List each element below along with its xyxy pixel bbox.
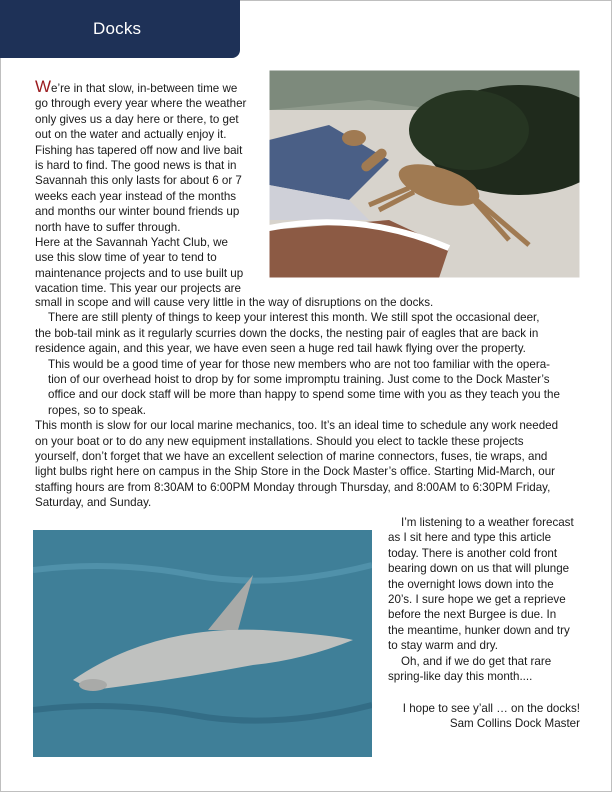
- article-line: ropes, so to speak.: [48, 403, 146, 417]
- article-line: maintenance projects and to use built up: [35, 266, 244, 280]
- article-line: go through every year where the weather: [35, 97, 247, 111]
- article-line: spring-like day this month....: [388, 670, 533, 684]
- deer-photo: [269, 70, 580, 278]
- article-line: 20’s. I sure hope we get a reprieve: [388, 593, 566, 607]
- article-line: Oh, and if we do get that rare: [401, 654, 552, 668]
- article-line: Fishing has tapered off now and live bait: [35, 143, 243, 157]
- article-closing-column: [388, 515, 574, 684]
- section-title: Docks: [93, 19, 142, 38]
- article-line: the overnight lows down into the: [388, 577, 554, 591]
- article-line: We’re in that slow, in-between time we: [35, 77, 238, 96]
- article-line: north have to suffer through.: [35, 220, 181, 234]
- dolphin-photo-graphic: [33, 530, 372, 757]
- article-line: the bob-tail mink as it regularly scurries down the docks, the nesting pair of eagles that are back in: [35, 326, 539, 340]
- article-line: out on the water and actually enjoy it.: [35, 128, 227, 142]
- article-line: as I sit here and type this article: [388, 531, 552, 545]
- article-line: light bulbs right here on campus in the Ship Store in the Dock Master’s office. Starting Mid-March, our: [35, 465, 556, 479]
- article-line: and months our winter bound friends up: [35, 205, 240, 219]
- article-line: Saturday, and Sunday.: [35, 496, 152, 510]
- dolphin-photo: [33, 530, 372, 757]
- article-line: before the next Burgee is due. In: [388, 608, 557, 622]
- drop-cap: W: [35, 77, 52, 96]
- article-line: Savannah this only lasts for about 6 or 7: [35, 174, 242, 188]
- article-line: staffing hours are from 8:30AM to 6:00PM Monday through Thursday, and 8:00AM to 6:30PM Friday,: [35, 480, 551, 494]
- article-line: to stay warm and dry.: [388, 639, 498, 653]
- article-intro: [35, 79, 246, 297]
- article-line: small in scope and will cause very little in the way of disruptions on the docks.: [35, 296, 434, 309]
- article-line: only gives us a day here or there, to get: [35, 112, 239, 126]
- article-line: This month is slow for our local marine mechanics, too. It’s an ideal time to schedule any work needed: [35, 419, 559, 433]
- article-line: This would be a good time of year for those new members who are not too familiar with the opera-: [48, 357, 551, 371]
- article-line: weeks each year instead of the months: [35, 189, 237, 203]
- deer-photo-graphic: [269, 70, 580, 278]
- article-line: tion of our overhead hoist to drop by for some impromptu training. Just come to the Dock Master’s: [48, 373, 550, 387]
- section-header-tab: [0, 0, 240, 58]
- article-line: the meantime, hunker down and try: [388, 623, 570, 637]
- article-line: use this slow time of year to tend to: [35, 251, 217, 265]
- article-line: I’m listening to a weather forecast: [401, 516, 574, 529]
- closing-line: I hope to see y’all … on the docks!: [402, 702, 580, 715]
- signature: Sam Collins Dock Master: [449, 717, 580, 730]
- article-line: yourself, don’t forget that we have an excellent selection of marine connectors, fuses, tie wraps, and: [35, 450, 548, 464]
- article-line: office and our dock staff will be more than happy to spend some time with you as they teach you the: [48, 388, 560, 402]
- article-body: [35, 295, 560, 511]
- article-line: vacation time. This year our projects are: [35, 282, 241, 296]
- article-line: There are still plenty of things to keep your interest this month. We still spot the occasional deer,: [48, 311, 540, 325]
- article-line: bearing down on us that will plunge: [388, 562, 570, 576]
- article-line: is hard to find. The good news is that in: [35, 159, 237, 173]
- article-line: Here at the Savannah Yacht Club, we: [35, 236, 228, 250]
- article-line: residence again, and this year, we have even seen a huge red tail hawk flying over the property.: [35, 342, 526, 356]
- article-line: on your boat or to do any new equipment installations. Should you elect to tackle these projects: [35, 434, 524, 448]
- article-line: today. There is another cold front: [388, 546, 558, 560]
